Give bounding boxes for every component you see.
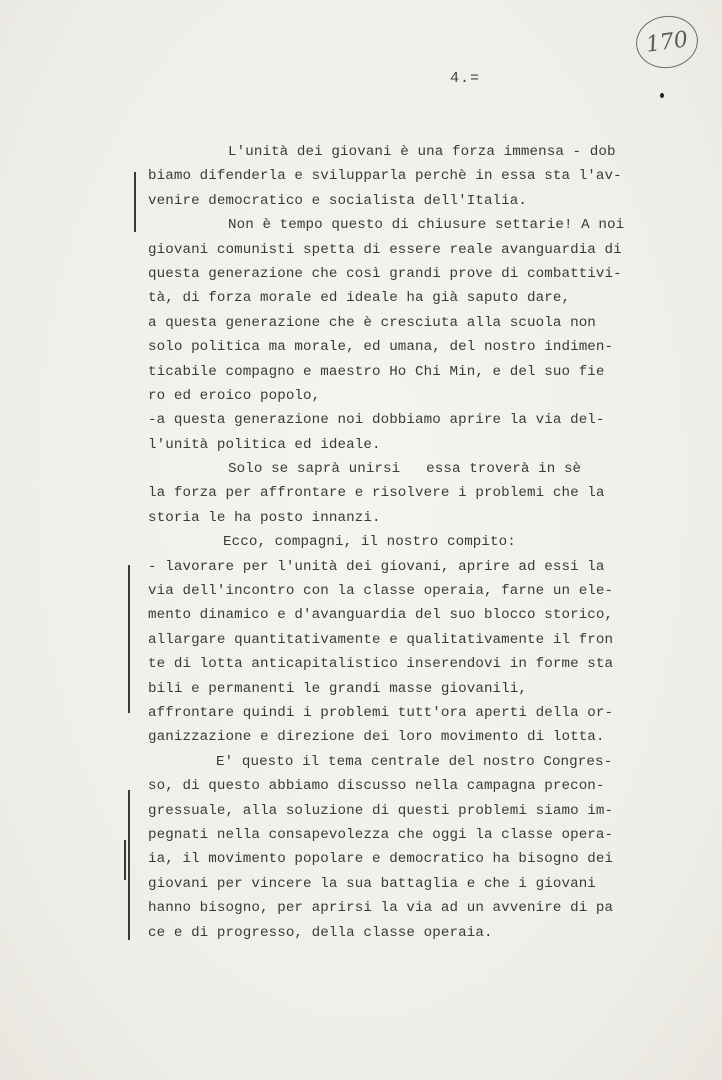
text-line: affrontare quindi i problemi tutt'ora aperti della or- [148,704,614,721]
text-line: Ecco, compagni, il nostro compito: [223,534,516,551]
text-line: l'unità politica ed ideale. [148,436,381,453]
margin-mark [134,172,136,232]
folio-number: 170 [644,26,690,58]
body-text [148,140,628,945]
text-line: Solo se saprà unirsi essa troverà in sè [228,461,582,478]
text-line: ro ed eroico popolo, [148,387,321,404]
text-line: giovani per vincere la sua battaglia e che i giovani [148,875,596,892]
text-line: pegnati nella consapevolezza che oggi la classe opera- [148,826,614,843]
text-line: hanno bisogno, per aprirsi la via ad un avvenire di pa [148,900,614,917]
text-line: solo politica ma morale, ed umana, del nostro indimen- [148,339,614,356]
text-line: via dell'incontro con la classe operaia, farne un ele- [148,583,614,600]
margin-mark [128,565,130,713]
text-line: gressuale, alla soluzione di questi problemi siamo im- [148,802,614,819]
text-line: ce e di progresso, della classe operaia. [148,924,493,941]
folio-stamp [633,12,702,72]
page-number: 4.= [450,70,481,87]
ink-dot [660,93,664,98]
text-line: mento dinamico e d'avanguardia del suo blocco storico, [148,607,614,624]
text-line: - lavorare per l'unità dei giovani, aprire ad essi la [148,558,605,575]
text-line: L'unità dei giovani è una forza immensa - dob [228,144,616,160]
text-line: ganizzazione e direzione dei loro movimento di lotta. [148,729,605,746]
text-line: biamo difenderla e svilupparla perchè in essa sta l'av- [148,168,622,185]
text-line: storia le ha posto innanzi. [148,509,381,526]
margin-mark [128,790,130,940]
text-line: -a questa generazione noi dobbiamo aprire la via del- [148,412,605,429]
text-line: la forza per affrontare e risolvere i problemi che la [148,485,605,502]
text-line: questa generazione che così grandi prove di combattivi- [148,265,622,282]
text-line: bili e permanenti le grandi masse giovanili, [148,680,528,697]
text-line: so, di questo abbiamo discusso nella campagna precon- [148,778,605,795]
margin-mark [124,840,126,880]
text-line: Non è tempo questo di chiusure settarie! A noi [228,217,625,234]
text-line: te di lotta anticapitalistico inserendovi in forme sta [148,656,614,673]
text-line: ia, il movimento popolare e democratico ha bisogno dei [148,851,614,868]
text-line: giovani comunisti spetta di essere reale avanguardia di [148,241,622,258]
text-line: venire democratico e socialista dell'Italia. [148,192,528,209]
text-line: a questa generazione che è cresciuta alla scuola non [148,314,596,331]
text-line: allargare quantitativamente e qualitativamente il fron [148,631,614,648]
text-line: ticabile compagno e maestro Ho Chi Min, e del suo fie [148,363,605,380]
text-line: tà, di forza morale ed ideale ha già saputo dare, [148,290,571,307]
text-line: E' questo il tema centrale del nostro Congres- [216,753,613,770]
